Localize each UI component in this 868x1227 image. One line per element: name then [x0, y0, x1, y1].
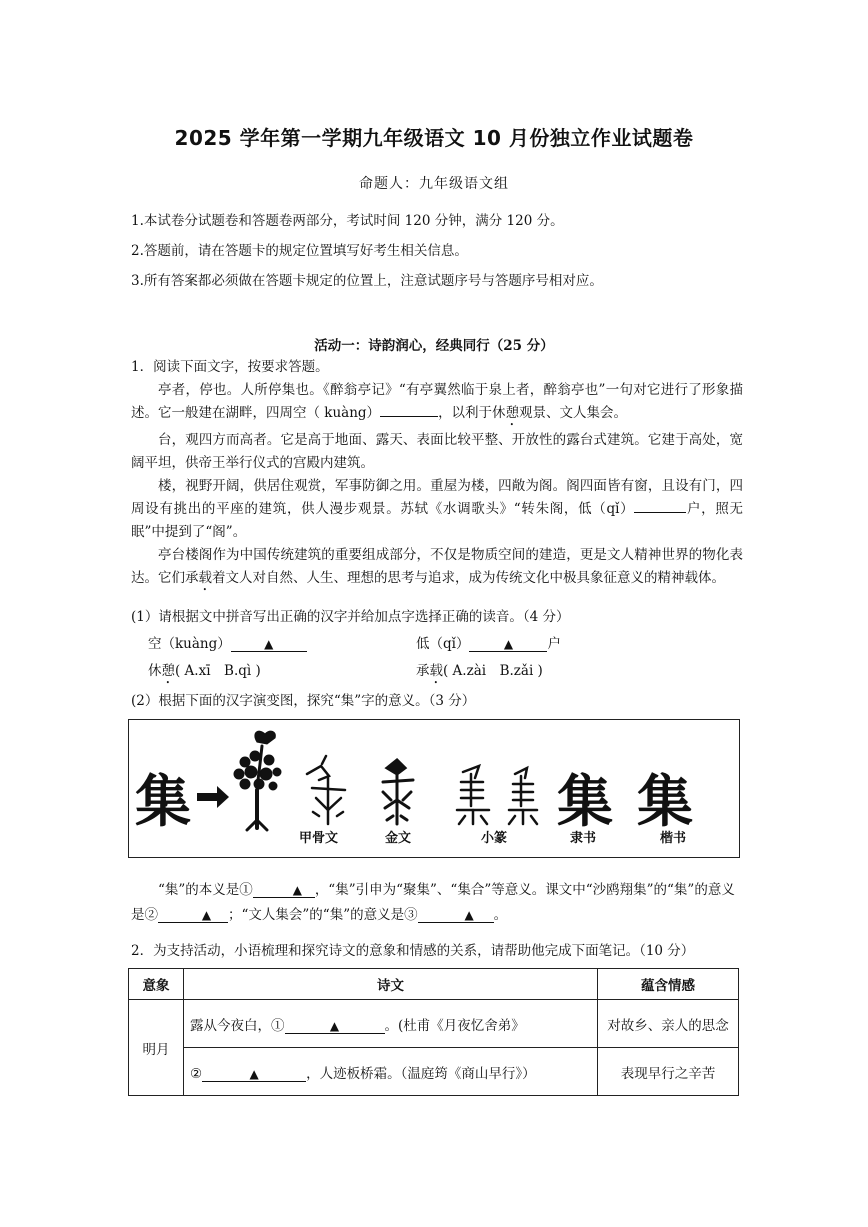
passage-paragraph-4 [131, 544, 743, 594]
label-oracle: 甲骨文 [299, 831, 339, 846]
table-header-row [129, 969, 739, 1000]
marker-triangle: ▲ [329, 1018, 340, 1033]
label-bronze: 金文 [385, 831, 412, 846]
label-clerical: 隶书 [570, 831, 597, 846]
para3-text-a: 楼，视野开阔，供居住观赏，军事防御之用。重屋为楼，四敞为阁。阁四面皆有窗，且设有门，四周设有挑出的平座的建筑，供人漫步观景。苏轼《水调歌头》“转朱阁，低（qǐ） [131, 478, 743, 517]
image-cell: 明月 [129, 1000, 184, 1096]
glyph-ji-regular: 集 [637, 769, 693, 835]
marker-triangle: ▲ [249, 1066, 259, 1081]
pinyin-qi-suffix: 户 [547, 636, 561, 652]
meaning-question [131, 878, 746, 928]
choice-row-zai [416, 659, 543, 687]
pinyin-row-qi [416, 632, 561, 652]
oracle-bone-glyph [307, 756, 345, 824]
choice-zai-dotted: 载 [429, 663, 443, 679]
meaning-text-1: “集”的本义是① [158, 882, 253, 898]
header-image: 意象 [129, 969, 184, 1000]
para4-text-a: 亭台楼阁作为中国传统建筑的重要组成部分，不仅是物质空间的建造，更是文人精神世界的物化表达。它们承 [131, 547, 743, 586]
dotted-char-zai: 载 [198, 570, 212, 586]
choice-qi-dotted: 憩 [161, 663, 175, 679]
answer-field-poem-2[interactable] [202, 1067, 306, 1082]
pinyin-row-kuang [148, 632, 307, 652]
marker-triangle: ▲ [503, 637, 514, 651]
table-row [129, 1000, 739, 1048]
instruction-1: 1.本试卷分试题卷和答题卷两部分，考试时间 120 分钟，满分 120 分。 [131, 213, 564, 229]
pinyin-qi-label: 低（qǐ） [416, 636, 470, 652]
choice-qi-options[interactable]: ( A.xī B.qì ) [175, 663, 261, 679]
choice-zai-prefix: 承 [416, 663, 430, 679]
choice-row-qi [148, 659, 261, 687]
question-1-passage [131, 356, 743, 594]
arrow-icon [197, 786, 229, 808]
para1-text-b: ，以利于休 [438, 405, 506, 421]
poem1-pre: 露从今夜白，① [190, 1017, 285, 1034]
bronze-glyph [383, 760, 413, 824]
glyph-ji-origin: 集 [135, 769, 191, 835]
emotion-cell-2: 表现早行之辛苦 [598, 1048, 739, 1096]
meaning-text-4: 。 [493, 907, 508, 923]
label-regular: 楷书 [660, 831, 687, 846]
poem-cell-1 [184, 1000, 598, 1048]
marker-triangle: ▲ [464, 908, 474, 922]
instruction-2: 2.答题前，请在答题卡的规定位置填写好考生相关信息。 [131, 243, 468, 259]
passage-paragraph-3 [131, 475, 743, 544]
instruction-3: 3.所有答案都必须做在答题卡规定的位置上，注意试题序号与答题序号相对应。 [131, 273, 603, 289]
seal-glyph-2 [509, 768, 537, 824]
author-line: 命题人：九年级语文组 [359, 176, 509, 192]
para4-text-b: 着文人对自然、人生、理想的思考与追求，成为传统文化中极具象征意义的精神载体。 [212, 570, 725, 586]
label-seal: 小篆 [481, 831, 508, 846]
bird-on-tree-icon [234, 731, 281, 830]
section-heading: 活动一：诗韵润心，经典同行（25 分） [314, 338, 554, 354]
passage-paragraph-1 [131, 379, 743, 429]
answer-field-kuang[interactable] [231, 637, 307, 652]
question-2-prompt: 2．为支持活动，小语梳理和探究诗文的意象和情感的关系，请帮助他完成下面笔记。（10 分） [131, 943, 695, 959]
marker-triangle: ▲ [201, 908, 212, 922]
page-title: 2025 学年第一学期九年级语文 10 月份独立作业试题卷 [174, 126, 694, 150]
sub-question-2: (2）根据下面的汉字演变图，探究“集”字的意义。（3 分） [131, 693, 476, 709]
choice-qi-prefix: 休 [148, 663, 162, 679]
answer-field-poem-1[interactable] [285, 1019, 385, 1034]
dotted-char-qi: 憩 [505, 405, 520, 421]
para3-text-b: 户，照无眠”中提到了“阁”。 [131, 501, 743, 540]
poem1-post: 。(杜甫《月夜忆舍弟》 [384, 1017, 525, 1034]
glyph-ji-clerical: 集 [557, 769, 613, 835]
meaning-paragraph [131, 878, 746, 928]
question-1-intro: 1．阅读下面文字，按要求答题。 [131, 359, 329, 375]
answer-blank-qi[interactable] [634, 498, 686, 513]
answer-field-meaning-1[interactable] [253, 883, 315, 898]
table-row [129, 1048, 739, 1096]
meaning-text-2: ，“集”引申为“聚集”、“集合”等意义。课文中“沙鸥翔集”的“集”的意义是② [131, 882, 735, 923]
emotion-cell-1: 对故乡、亲人的思念 [598, 1000, 739, 1048]
sub-question-1: (1）请根据文中拼音写出正确的汉字并给加点字选择正确的读音。（4 分） [131, 609, 570, 625]
poem-cell-2 [184, 1048, 598, 1096]
header-emotion: 蕴含情感 [598, 969, 739, 1000]
answer-blank-kuang[interactable] [380, 402, 438, 417]
pinyin-kuang-label: 空（kuàng） [148, 636, 231, 652]
answer-field-meaning-3[interactable] [418, 908, 494, 923]
poem-notes-table [128, 968, 739, 1096]
instructions [131, 206, 603, 296]
choice-zai-options[interactable]: ( A.zài B.zǎi ) [443, 663, 543, 679]
answer-field-meaning-2[interactable] [158, 908, 228, 923]
meaning-text-3: ；“文人集会”的“集”的意义是③ [228, 907, 418, 923]
poem2-post: ，人迹板桥霜。（温庭筠《商山早行》） [306, 1065, 536, 1082]
poem2-pre: ② [190, 1065, 203, 1082]
para1-text-c: 观景、文人集会。 [519, 405, 628, 421]
marker-triangle: ▲ [292, 883, 302, 897]
answer-field-qi[interactable] [469, 637, 547, 652]
character-evolution-figure [128, 719, 740, 858]
passage-paragraph-2: 台，观四方而高者。它是高于地面、露天、表面比较平整、开放性的露台式建筑。它建于高处，宽阔平坦，供帝王举行仪式的宫殿内建筑。 [131, 432, 743, 471]
seal-glyph-1 [457, 766, 489, 824]
header-poem: 诗文 [184, 969, 598, 1000]
para1-text-a: 亭者，停也。人所停集也。《醉翁亭记》“有亭翼然临于泉上者，醉翁亭也”一句对它进行了形象描述。它一般建在湖畔，四周空（ kuàng） [131, 382, 743, 421]
marker-triangle: ▲ [264, 637, 274, 651]
